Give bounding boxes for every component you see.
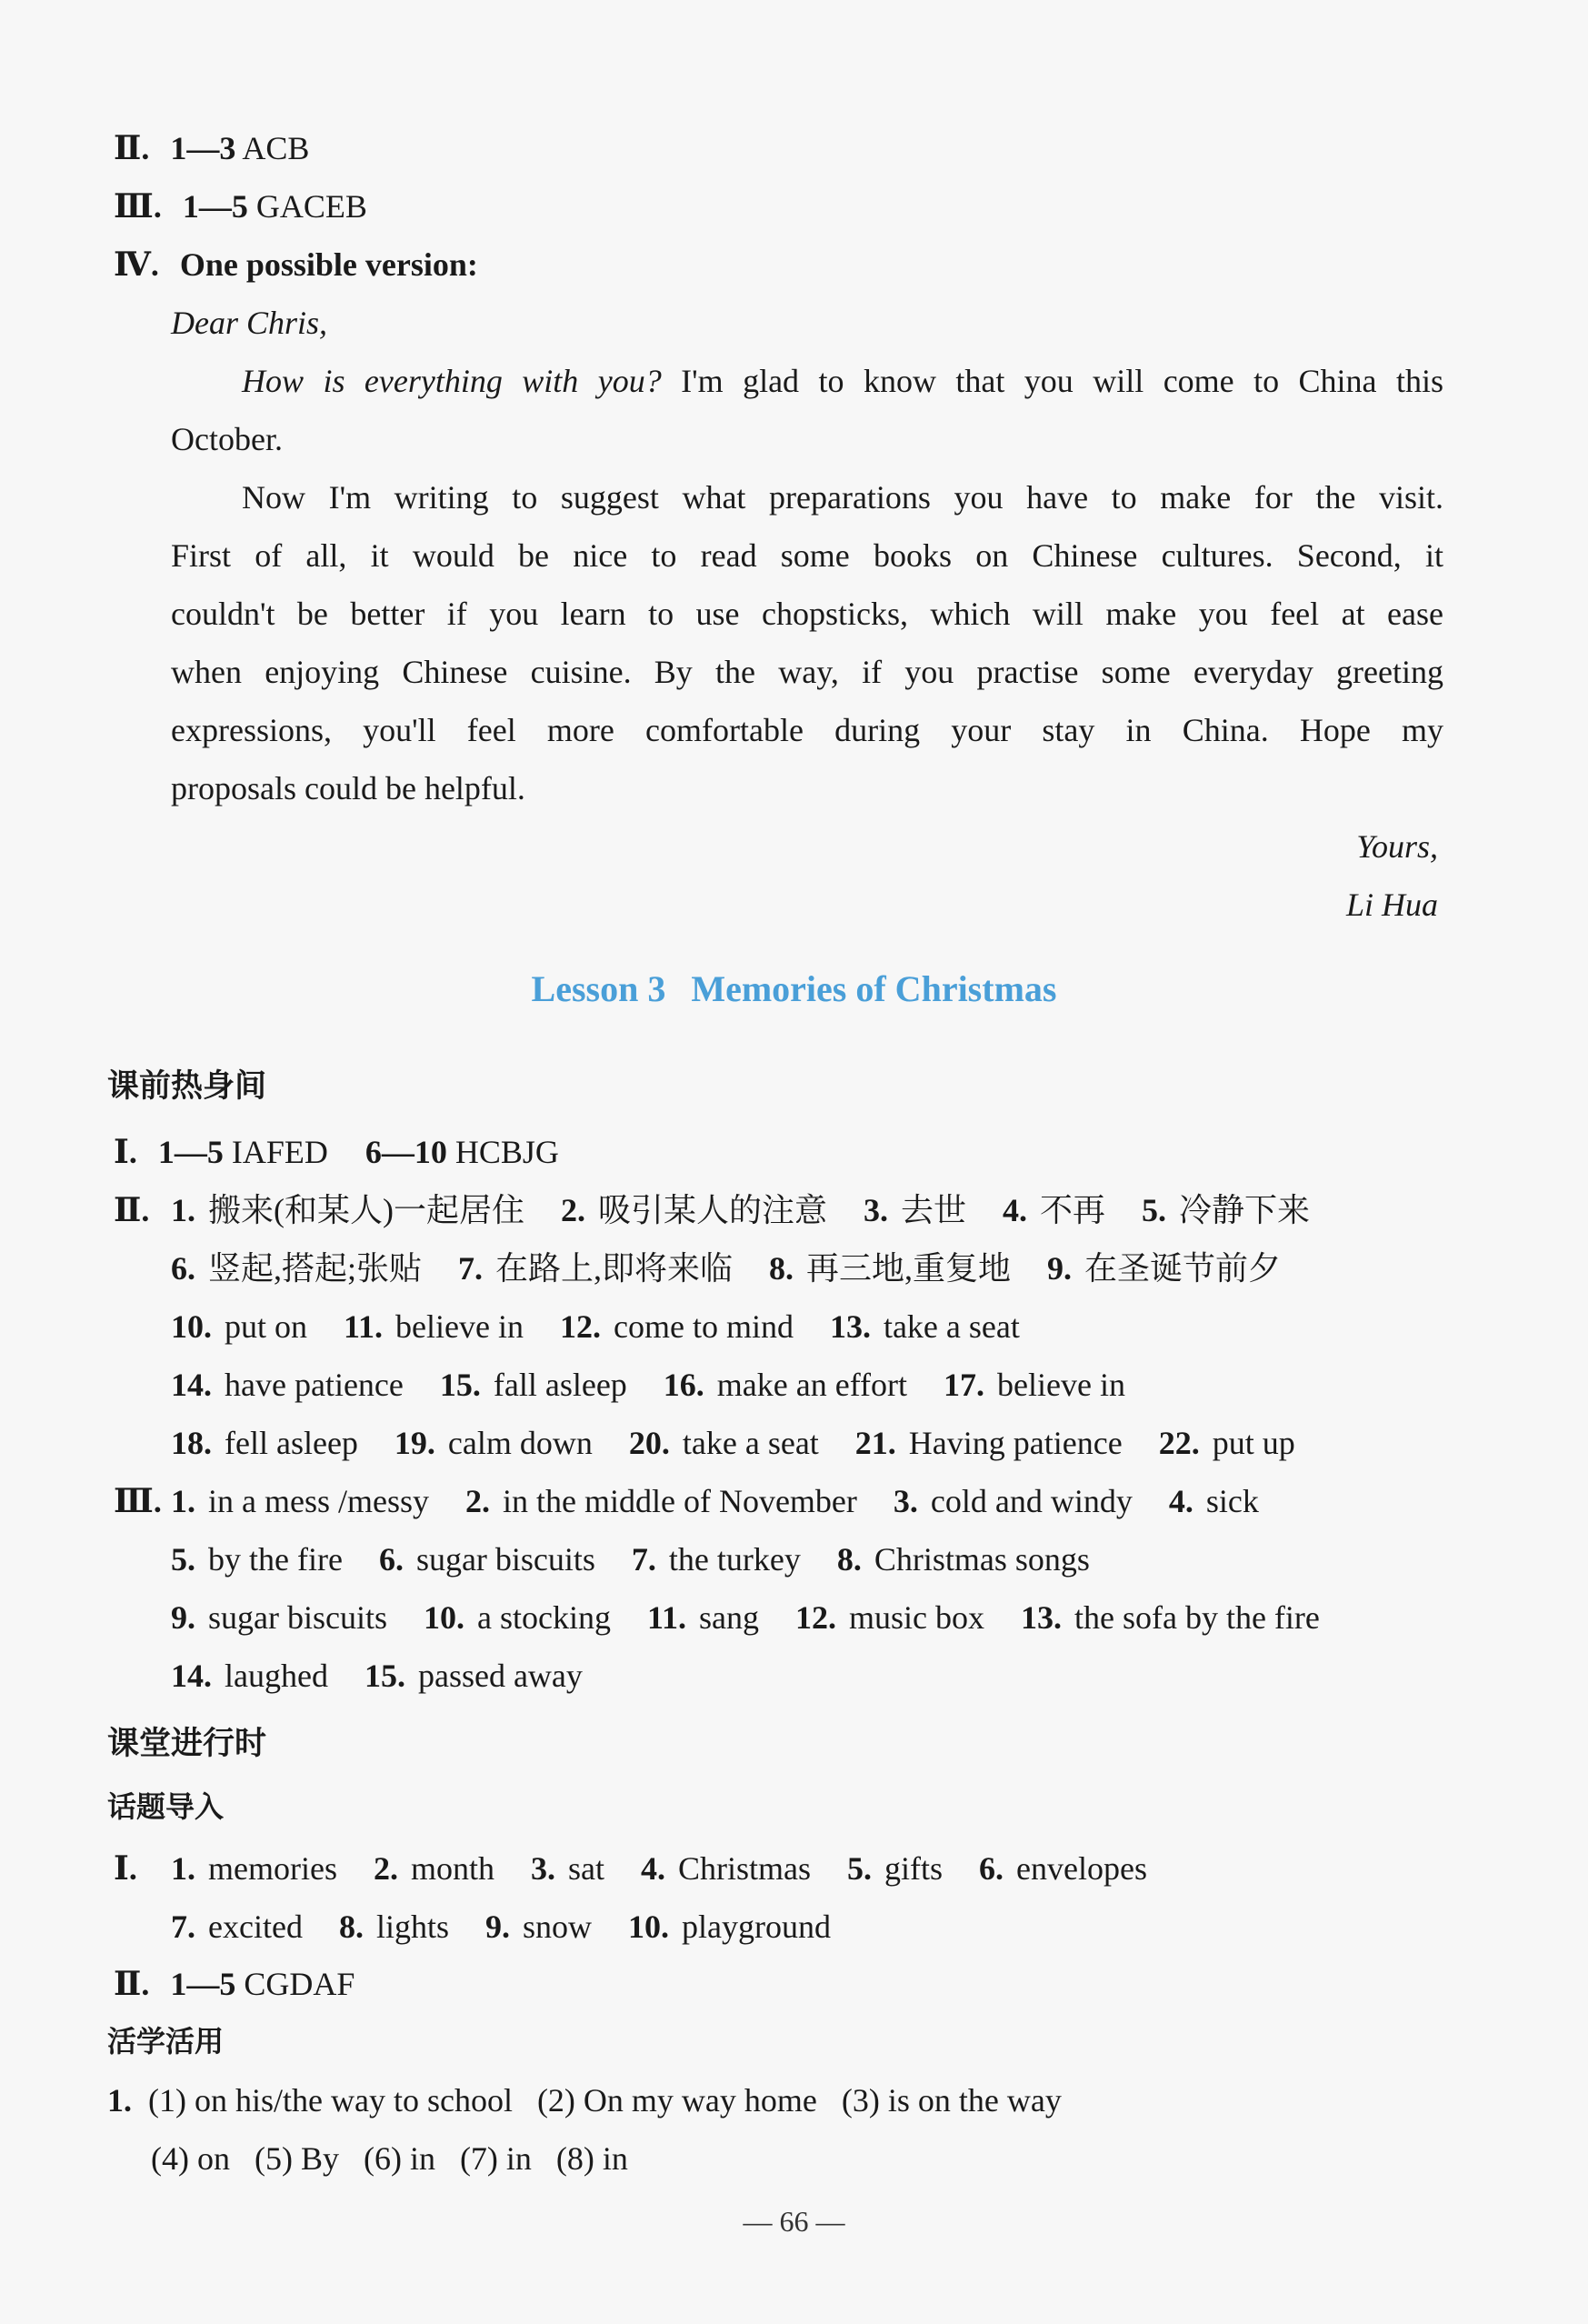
answer-text: believe in (997, 1367, 1125, 1403)
warmup-section-1: Ⅰ. 1—5 IAFED 6—10 HCBJG (114, 1134, 559, 1170)
answer-item (171, 1908, 303, 1945)
answer-text: month (410, 1850, 494, 1887)
answer-text: fall asleep (493, 1367, 627, 1403)
answer-number: 10. (423, 1599, 464, 1636)
answer-number: 7. (458, 1250, 484, 1287)
answer-text: Having patience (908, 1425, 1123, 1461)
answer-item (795, 1599, 984, 1636)
answer-number: 3. (893, 1483, 918, 1519)
answer-line (171, 1304, 1056, 1349)
letter-paragraph-2-line-5: expressions, you'll feel more comfortable during your stay in China. Hope my (171, 712, 1443, 748)
answer-item (344, 1308, 524, 1345)
letter-paragraph-2-line-4: when enjoying Chinese cuisine. By the way, if you practise some everyday greeting (171, 654, 1443, 690)
answer-line (171, 1537, 1126, 1582)
answer-item (365, 1658, 583, 1694)
answer-item (458, 1250, 733, 1287)
answer-item (837, 1541, 1090, 1578)
answer-item (171, 1541, 343, 1578)
answer-item (379, 1541, 595, 1578)
answer-item (944, 1367, 1125, 1403)
answer-number: 9. (1047, 1250, 1073, 1287)
answer-text: cold and windy (930, 1483, 1133, 1519)
answer-item (647, 1599, 759, 1636)
answer-text: 搬来(和某人)一起居住 (208, 1192, 524, 1228)
answer-number: 18. (171, 1425, 212, 1461)
answer-number: 1. (171, 1192, 195, 1228)
answer-text: laughed (225, 1658, 328, 1694)
answer-text: 在路上,即将来临 (495, 1250, 734, 1287)
answer-text: put on (225, 1308, 308, 1345)
answer-line (171, 1653, 619, 1698)
answer-item (1159, 1425, 1295, 1461)
answer-text: have patience (225, 1367, 404, 1403)
answer-number: 3. (864, 1192, 888, 1228)
answer-text: sat (567, 1850, 604, 1887)
answer-text: 吸引某人的注意 (597, 1192, 827, 1228)
answer-number: 7. (631, 1541, 656, 1578)
letter-paragraph-1-line-2: October. (171, 421, 283, 457)
answer-item (560, 1308, 794, 1345)
letter-signature: Li Hua (1345, 887, 1438, 923)
answer-item (339, 1908, 449, 1945)
warmup-section-2-label: Ⅱ. (114, 1192, 150, 1228)
answer-section-4: Ⅳ. One possible version: (114, 246, 478, 283)
answer-number: 8. (338, 1908, 364, 1945)
answer-number: 11. (344, 1308, 384, 1345)
answer-number: 22. (1158, 1425, 1200, 1461)
answer-number: 14. (171, 1367, 212, 1403)
answer-item (531, 1850, 604, 1887)
answer-text: envelopes (1016, 1850, 1147, 1887)
answer-number: 3. (530, 1850, 555, 1887)
answer-item (632, 1541, 801, 1578)
answer-number: 17. (944, 1367, 985, 1403)
answer-item (171, 1850, 337, 1887)
page-number: — 66 — (743, 2205, 845, 2238)
answer-item (171, 1658, 328, 1694)
answer-text: 去世 (901, 1192, 967, 1228)
answer-item (641, 1850, 811, 1887)
answer-item (769, 1250, 1011, 1287)
section-heading-warmup: 课前热身间 (107, 1068, 267, 1105)
answer-item (664, 1367, 907, 1403)
answer-item (424, 1599, 611, 1636)
answer-text: gifts (884, 1850, 944, 1887)
answer-item (561, 1192, 827, 1228)
answer-text: come to mind (613, 1308, 794, 1345)
letter-paragraph-2-line-6: proposals could be helpful. (171, 770, 525, 806)
answer-text: memories (208, 1850, 337, 1887)
answer-text: 在圣诞节前夕 (1084, 1250, 1282, 1287)
answer-item (465, 1483, 857, 1519)
answer-item (171, 1599, 387, 1636)
answer-number: 10. (171, 1308, 212, 1345)
answer-text: 冷静下来 (1179, 1192, 1311, 1228)
answer-item (1003, 1192, 1105, 1228)
answer-number: 13. (829, 1308, 871, 1345)
answer-text: the sofa by the fire (1074, 1599, 1320, 1636)
answer-line (171, 1246, 1317, 1291)
letter-paragraph-1-line-1: How is everything with you? I'm glad to know that you will come to China this (242, 363, 1443, 399)
subheading-active-use: 活学活用 (107, 2024, 225, 2059)
answer-item (864, 1192, 966, 1228)
answer-number: 8. (769, 1250, 794, 1287)
answer-line (171, 1595, 1356, 1640)
answer-number: 11. (646, 1599, 686, 1636)
answer-item (171, 1483, 429, 1519)
answer-item (629, 1425, 819, 1461)
answer-number: 19. (394, 1425, 435, 1461)
answer-text: lights (375, 1908, 449, 1945)
classroom-section-2: Ⅱ. 1—5 CGDAF (114, 1966, 355, 2002)
answer-number: 13. (1020, 1599, 1062, 1636)
question-1-line-2: (4) on (5) By (6) in (7) in (8) in (151, 2140, 628, 2177)
subheading-topic: 话题导入 (107, 1789, 225, 1824)
answer-text: 不再 (1040, 1192, 1106, 1228)
answer-number: 1. (171, 1483, 195, 1519)
lesson-title (0, 964, 1588, 1015)
answer-section-2: Ⅱ. 1—3 ACB (114, 130, 310, 166)
answer-item (485, 1908, 592, 1945)
answer-item (171, 1425, 358, 1461)
answer-item (440, 1367, 627, 1403)
answer-text: take a seat (682, 1425, 819, 1461)
answer-item (1021, 1599, 1320, 1636)
answer-line (171, 1362, 1162, 1407)
answer-number: 15. (439, 1367, 481, 1403)
answer-text: playground (681, 1908, 831, 1945)
answer-text: the turkey (668, 1541, 801, 1578)
lesson-number: Lesson 3 (531, 968, 666, 1009)
answer-number: 6. (378, 1541, 404, 1578)
answer-text: believe in (395, 1308, 524, 1345)
answer-item (1047, 1250, 1281, 1287)
answer-number: 12. (559, 1308, 601, 1345)
answer-text: in a mess /messy (208, 1483, 429, 1519)
answer-item (894, 1483, 1133, 1519)
answer-text: in the middle of November (502, 1483, 857, 1519)
answer-text: by the fire (208, 1541, 343, 1578)
answer-number: 5. (847, 1850, 872, 1887)
answer-item (171, 1367, 404, 1403)
answer-number: 16. (663, 1367, 704, 1403)
answer-number: 9. (171, 1599, 195, 1636)
warmup-section-3-label: Ⅲ. (114, 1483, 162, 1519)
answer-text: fell asleep (225, 1425, 358, 1461)
lesson-name: Memories of Christmas (691, 968, 1057, 1009)
answer-text: sick (1205, 1483, 1259, 1519)
answer-number: 2. (464, 1483, 490, 1519)
answer-number: 21. (854, 1425, 896, 1461)
answer-item (979, 1850, 1147, 1887)
answer-text: sugar biscuits (415, 1541, 595, 1578)
answer-item (847, 1850, 943, 1887)
answer-text: passed away (417, 1658, 583, 1694)
answer-text: make an effort (716, 1367, 908, 1403)
answer-number: 5. (171, 1541, 195, 1578)
answer-number: 12. (794, 1599, 836, 1636)
answer-number: 4. (1003, 1192, 1028, 1228)
answer-item (395, 1425, 593, 1461)
answer-text: snow (522, 1908, 592, 1945)
letter-paragraph-2-line-2: First of all, it would be nice to read some books on Chinese cultures. Second, it (171, 537, 1443, 574)
answer-text: excited (208, 1908, 303, 1945)
answer-number: 14. (171, 1658, 212, 1694)
answer-text: sang (698, 1599, 759, 1636)
answer-section-3: Ⅲ. 1—5 GACEB (114, 188, 367, 225)
answer-text: 再三地,重复地 (806, 1250, 1012, 1287)
answer-line (171, 1846, 1184, 1891)
answer-item (171, 1192, 524, 1228)
answer-number: 2. (373, 1850, 398, 1887)
answer-text: calm down (447, 1425, 593, 1461)
answer-number: 6. (171, 1250, 195, 1287)
answer-line (171, 1187, 1346, 1233)
answer-number: 4. (640, 1850, 665, 1887)
question-1-line-1: 1. (1) on his/the way to school (2) On my way home (3) is on the way (107, 2082, 1062, 2119)
answer-number: 8. (836, 1541, 862, 1578)
answer-text: put up (1212, 1425, 1295, 1461)
letter-paragraph-2-line-3: couldn't be better if you learn to use chopsticks, which will make you feel at ease (171, 596, 1443, 632)
answer-item (374, 1850, 494, 1887)
answer-text: music box (848, 1599, 984, 1636)
classroom-section-1-label: Ⅰ. (114, 1850, 137, 1887)
answer-number: 6. (979, 1850, 1004, 1887)
answer-line (171, 1478, 1295, 1524)
answer-item (1169, 1483, 1259, 1519)
answer-text: Christmas (677, 1850, 811, 1887)
answer-line (171, 1420, 1332, 1466)
answer-number: 2. (560, 1192, 585, 1228)
answer-item (171, 1308, 307, 1345)
answer-number: 4. (1168, 1483, 1193, 1519)
answer-text: Christmas songs (874, 1541, 1090, 1578)
answer-item (1142, 1192, 1310, 1228)
section-heading-classroom: 课堂进行时 (107, 1726, 267, 1762)
answer-item (830, 1308, 1020, 1345)
answer-number: 5. (1142, 1192, 1167, 1228)
answer-number: 20. (628, 1425, 670, 1461)
answer-number: 1. (171, 1850, 195, 1887)
answer-item (855, 1425, 1123, 1461)
answer-text: 竖起,搭起;张贴 (208, 1250, 423, 1287)
letter-paragraph-2-line-1: Now I'm writing to suggest what preparations you have to make for the visit. (242, 479, 1443, 516)
answer-number: 15. (364, 1658, 405, 1694)
answer-number: 9. (484, 1908, 510, 1945)
answer-line (171, 1904, 867, 1949)
answer-text: a stocking (476, 1599, 611, 1636)
answer-number: 7. (171, 1908, 195, 1945)
answer-item (171, 1250, 422, 1287)
letter-salutation: Dear Chris, (171, 305, 328, 341)
answer-item (628, 1908, 831, 1945)
letter-closing: Yours, (1356, 828, 1438, 865)
answer-number: 10. (627, 1908, 669, 1945)
answer-text: take a seat (883, 1308, 1020, 1345)
answer-text: sugar biscuits (208, 1599, 387, 1636)
